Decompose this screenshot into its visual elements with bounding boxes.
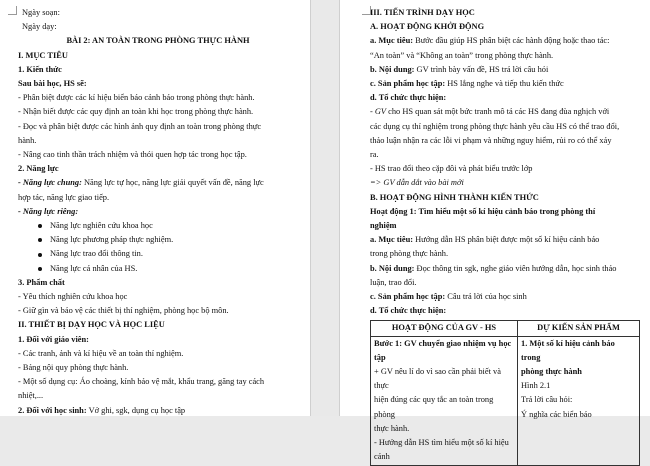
text-line: trong phòng thực hành. [370, 249, 449, 259]
table-line: Ý nghĩa các biển báo [521, 409, 592, 419]
text-line: hành. [18, 135, 37, 145]
page-left[interactable] [0, 0, 311, 416]
heading-process: III. TIẾN TRÌNH DẠY HỌC [370, 8, 475, 17]
activity-table [370, 320, 640, 465]
table-header-products: DỰ KIẾN SẢN PHẨM [518, 321, 640, 336]
general-competence-text: Năng lực tự học, năng lực giải quyết vấn đề, năng lực [81, 178, 264, 188]
table-line: Bước 1: GV chuyển giao nhiệm vụ học tập [374, 338, 512, 362]
content-line: b. Nội dung: Đọc thông tin sgk, nghe giáo viên hướng dẫn, học sinh thảo [370, 263, 617, 273]
objective-line: a. Mục tiêu: Hướng dẫn HS phân biệt được một số kí hiệu cảnh báo [370, 235, 600, 245]
table-line: Hình 2.1 [521, 381, 551, 391]
text-line: - Giữ gìn và bảo vệ các thiết bị thí nghiệm, phòng học bộ môn. [18, 306, 229, 316]
table-line: phòng thực hành [521, 367, 582, 377]
organization-heading: d. Tổ chức thực hiện: [370, 306, 447, 316]
heading-competence: 2. Năng lực [18, 164, 59, 174]
heading-qualities: 3. Phẩm chất [18, 277, 65, 287]
text-line: - HS trao đổi theo cặp đôi và phát biểu trước lớp [370, 164, 533, 174]
text-line: luận, trao đổi. [370, 277, 417, 287]
heading-knowledge-activity: B. HOẠT ĐỘNG HÌNH THÀNH KIẾN THỨC [370, 192, 539, 202]
text-line: thảo luận nhận ra các lỗi vi phạm và những nguy hiểm, rủi ro có thể xảy [370, 135, 612, 145]
text-line: - Đọc và phân biệt được các hình ảnh quy định an toàn trong phòng thực [18, 121, 262, 131]
text-line: - GV cho HS quan sát một bức tranh mô tả các HS đang đùa nghịch với [370, 107, 610, 117]
heading-teacher: 1. Đối với giáo viên: [18, 334, 89, 344]
text-line: ra. [370, 150, 379, 160]
text-line: => GV dẫn dắt vào bài mới [370, 178, 464, 188]
organization-heading: d. Tổ chức thực hiện: [370, 93, 447, 103]
table-line: hiện đúng các quy tắc an toàn trong phòng [374, 395, 494, 419]
page-right[interactable] [339, 0, 650, 462]
text-line: các dụng cụ thí nghiệm trong phòng thực hành yêu cầu HS có thể trao đổi, [370, 121, 620, 131]
product-line: c. Sản phẩm học tập: Câu trả lời của học sinh [370, 292, 527, 302]
date-taught: Ngày dạy: [22, 22, 57, 32]
heading-objectives: I. MỤC TIÊU [18, 50, 68, 60]
objective-line: a. Mục tiêu: Bước đầu giúp HS phân biệt các hành động hoặc thao tác: [370, 36, 610, 46]
table-line: thực hành. [374, 423, 410, 433]
table-cell-products [518, 336, 640, 465]
table-header-activities: HOẠT ĐỘNG CỦA GV - HS [371, 321, 518, 336]
text-line: hợp tác, năng lực giao tiếp. [18, 192, 110, 202]
table-line: 1. Một số kí hiệu cảnh báo trong [521, 338, 615, 362]
list-item: Năng lực nghiên cứu khoa học [18, 219, 298, 233]
crop-mark [362, 6, 371, 15]
after-lesson: Sau bài học, HS sẽ: [18, 79, 87, 89]
text-line: nhiệt,... [18, 391, 44, 401]
crop-mark [8, 6, 17, 15]
text-line: - Nhận biết được các quy định an toàn khi học trong phòng thực hành. [18, 107, 254, 117]
student-materials [18, 404, 298, 418]
general-competence-label: - Năng lực chung: [18, 178, 82, 188]
text-line: - Một số dụng cụ: Áo choàng, kính bảo vệ mắt, khẩu trang, găng tay cách [18, 377, 265, 387]
lesson-title: BÀI 2: AN TOÀN TRONG PHÒNG THỰC HÀNH [66, 36, 250, 46]
student-materials-label: 2. Đối với học sinh: [18, 405, 87, 415]
date-prepared: Ngày soạn: [22, 8, 60, 17]
content-line: b. Nội dung: GV trình bày vấn đề, HS trả lời câu hỏi [370, 64, 549, 74]
table-cell-activities [371, 336, 518, 465]
text-line: - Các tranh, ảnh và kí hiệu về an toàn thí nghiệm. [18, 348, 184, 358]
text-line: “An toàn” và “Không an toàn” trong phòng thực hành. [370, 50, 554, 60]
table-line: - Hướng dẫn HS tìm hiểu một số kí hiệu cảnh [374, 438, 509, 462]
list-item: Năng lực cá nhân của HS. [18, 262, 298, 276]
product-line: c. Sản phẩm học tập: HS lắng nghe và tiếp thu kiến thức [370, 79, 564, 89]
activity-1-title-cont: nghiệm [370, 221, 397, 231]
table-line: + GV nêu lí do vì sao cần phải biết và thực [374, 367, 501, 391]
text-line: - Yêu thích nghiên cứu khoa học [18, 292, 128, 302]
text-line: - Phân biệt được các kí hiệu biển báo cảnh báo trong phòng thực hành. [18, 93, 255, 103]
heading-knowledge: 1. Kiến thức [18, 64, 62, 74]
specific-competence-label: - Năng lực riêng: [18, 206, 79, 216]
activity-1-title: Hoạt động 1: Tìm hiểu một số kí hiệu cảnh báo trong phòng thí [370, 206, 596, 216]
student-materials-text: Vở ghi, sgk, dụng cụ học tập [86, 405, 186, 415]
list-item: Năng lực phương pháp thực nghiệm. [18, 233, 298, 247]
text-line: - Bảng nội quy phòng thực hành. [18, 363, 129, 373]
heading-warmup: A. HOẠT ĐỘNG KHỞI ĐỘNG [370, 22, 485, 32]
list-item: Năng lực trao đổi thông tin. [18, 247, 298, 261]
general-competence [18, 176, 298, 190]
heading-equipment: II. THIẾT BỊ DẠY HỌC VÀ HỌC LIỆU [18, 320, 165, 330]
table-line: Trả lời câu hỏi: [521, 395, 573, 405]
text-line: - Nâng cao tinh thần trách nhiệm và thói quen hợp tác trong học tập. [18, 150, 247, 160]
